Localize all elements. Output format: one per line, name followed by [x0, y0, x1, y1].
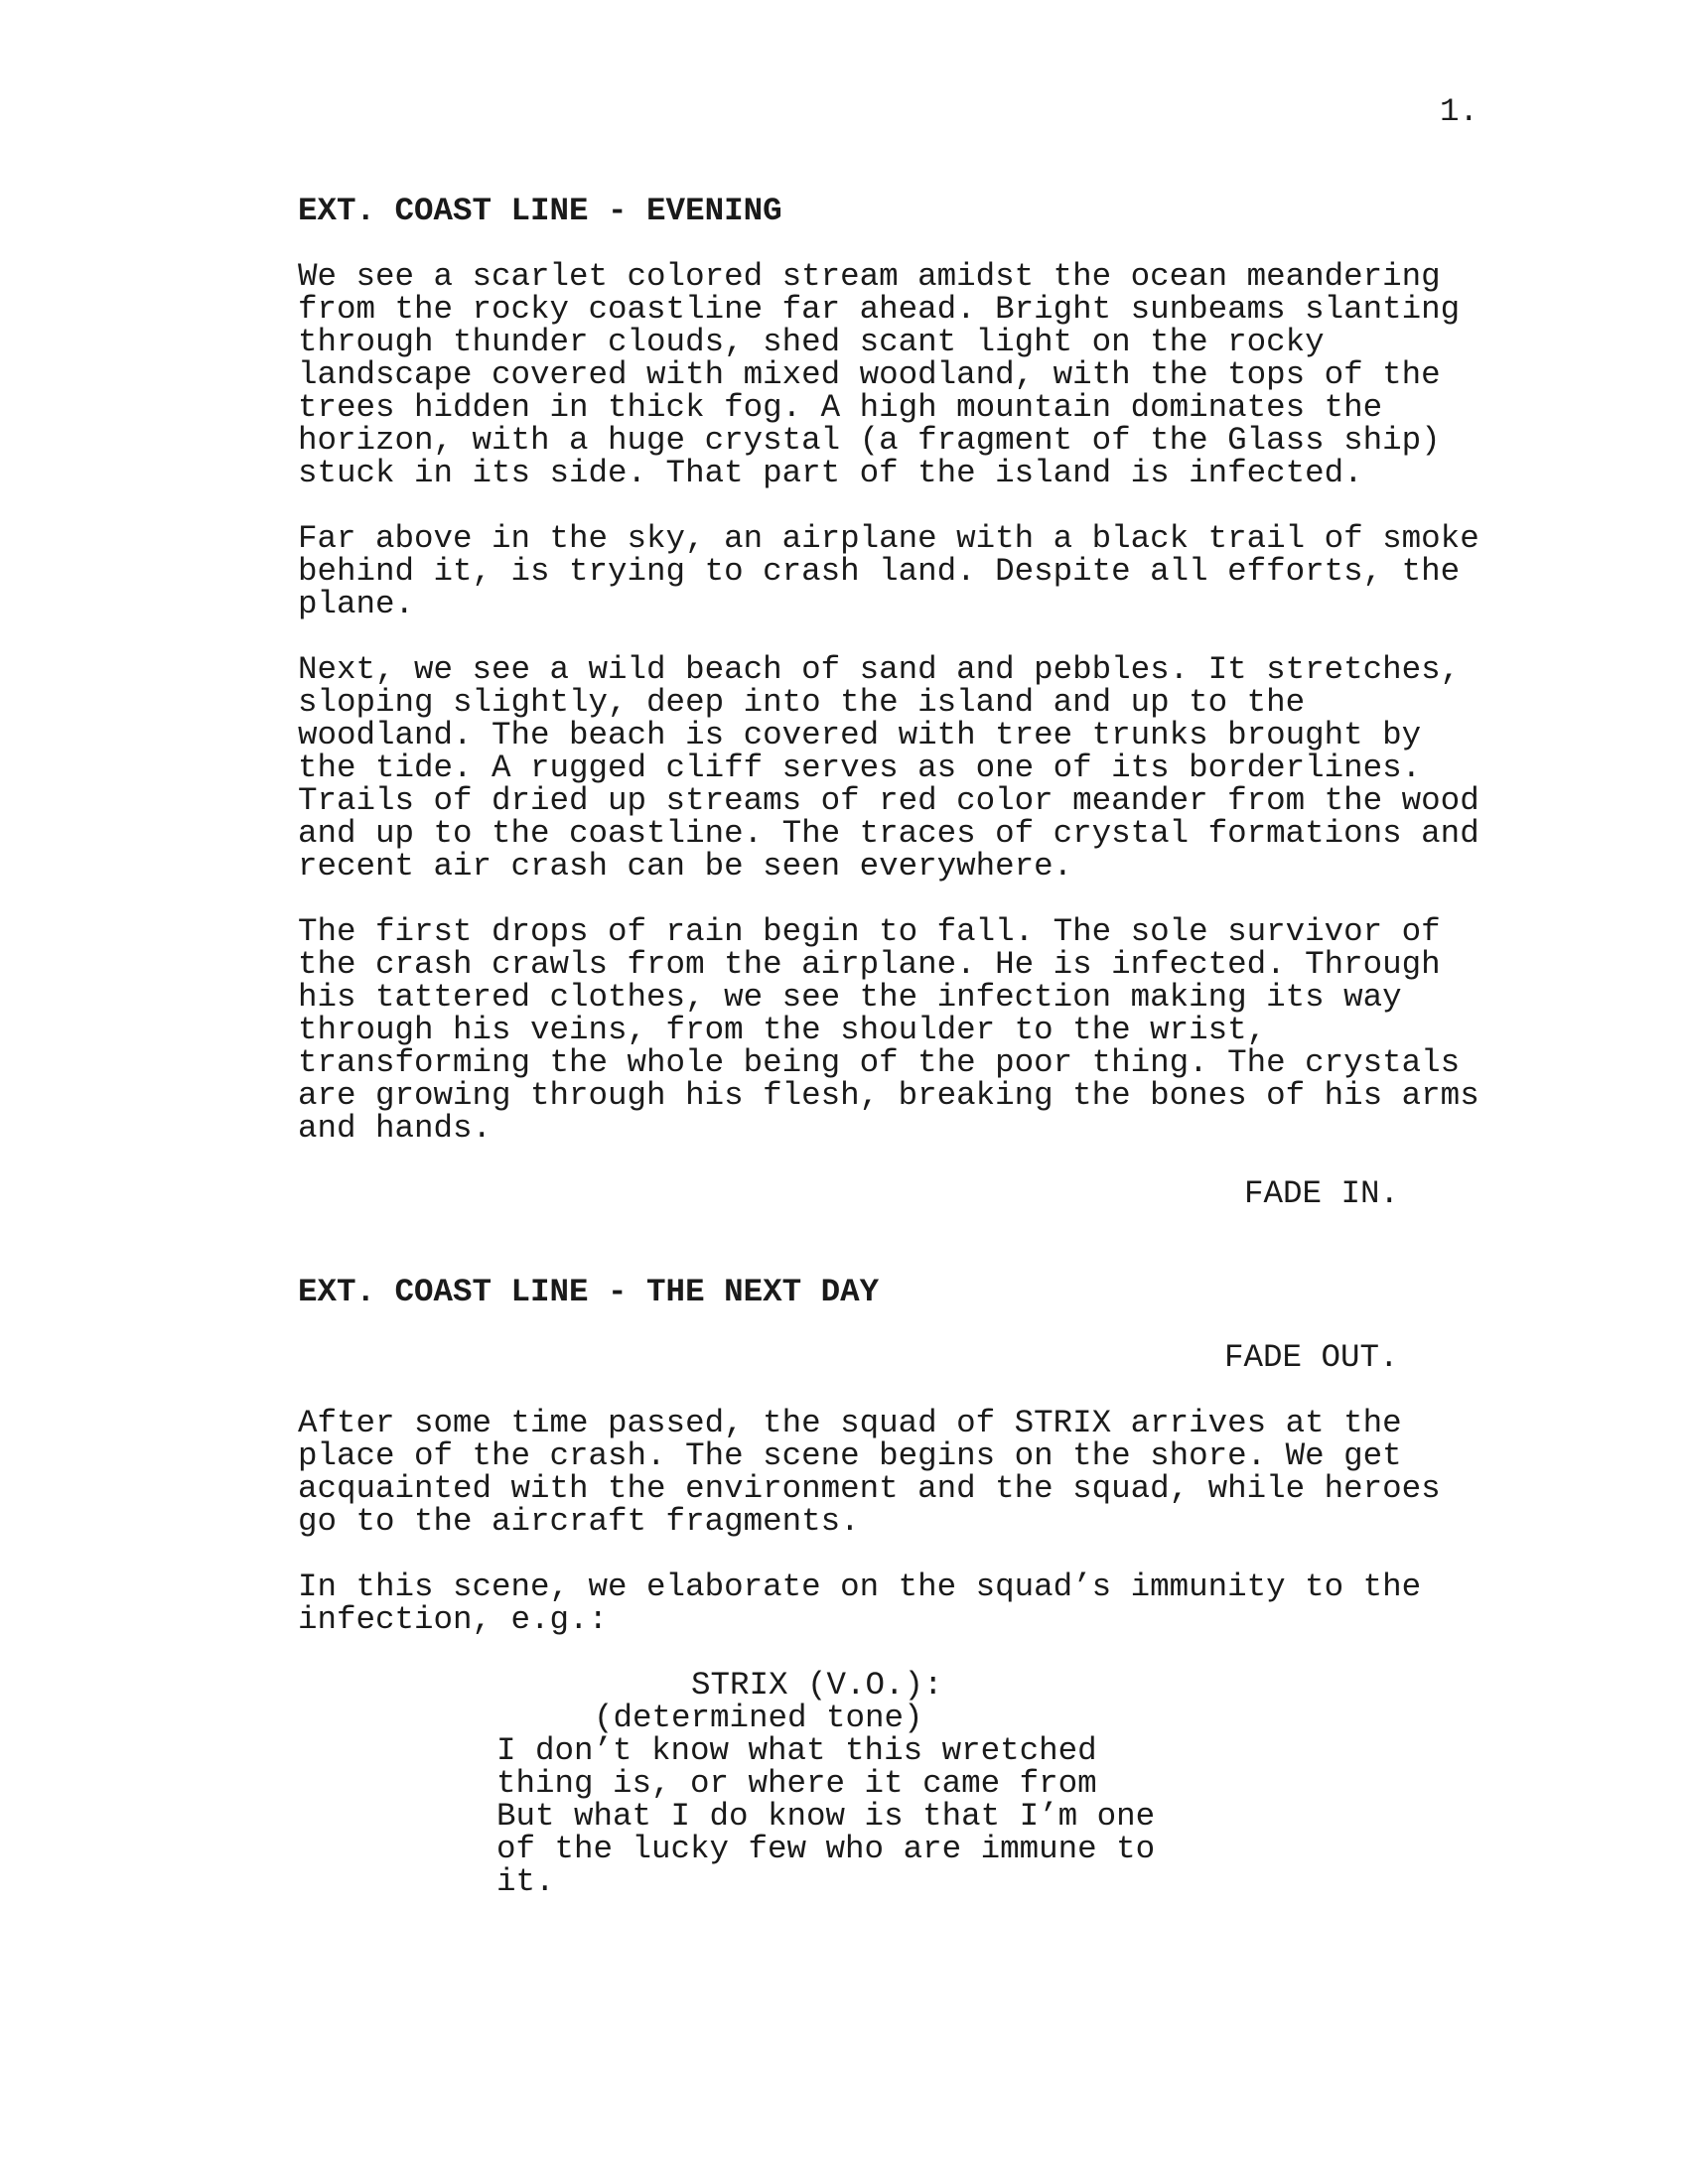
action-paragraph [298, 653, 1529, 883]
action-paragraph [298, 260, 1529, 489]
action-line: plane. [298, 586, 415, 622]
dialogue-line: I don’t know what this wretched [496, 1732, 1097, 1769]
action-line: sloping slightly, deep into the island and up to the [298, 684, 1306, 721]
action-line: recent air crash can be seen everywhere. [298, 848, 1073, 885]
action-line: behind it, is trying to crash land. Despite all efforts, the [298, 553, 1461, 590]
action-line: After some time passed, the squad of STRIX arrives at the [298, 1405, 1402, 1441]
action-line: go to the aircraft fragments. [298, 1503, 860, 1540]
action-line: transforming the whole being of the poor thing. The crystals [298, 1044, 1461, 1081]
action-line: horizon, with a huge crystal (a fragment of the Glass ship) [298, 422, 1441, 459]
action-line: acquainted with the environment and the squad, while heroes [298, 1470, 1441, 1507]
action-line: place of the crash. The scene begins on the shore. We get [298, 1437, 1402, 1474]
action-line: infection, e.g.: [298, 1601, 609, 1638]
action-line: and up to the coastline. The traces of crystal formations and [298, 815, 1479, 852]
action-paragraph [298, 915, 1529, 1145]
action-paragraph [298, 522, 1529, 620]
action-paragraph [298, 1407, 1529, 1538]
action-line: In this scene, we elaborate on the squad’s immunity to the [298, 1569, 1422, 1605]
transition-fade-out: FADE OUT. [1224, 1339, 1399, 1376]
action-line: landscape covered with mixed woodland, with the tops of the [298, 356, 1441, 393]
action-line: Next, we see a wild beach of sand and pebbles. It stretches, [298, 651, 1461, 688]
dialogue-character: STRIX (V.O.): [691, 1667, 943, 1704]
action-line: trees hidden in thick fog. A high mountain dominates the [298, 389, 1383, 426]
transition-fade-in: FADE IN. [1244, 1175, 1400, 1212]
action-line: The first drops of rain begin to fall. The sole survivor of [298, 913, 1441, 950]
scene-heading-2: EXT. COAST LINE - THE NEXT DAY [298, 1274, 880, 1310]
action-line: and hands. [298, 1110, 492, 1147]
dialogue-line: it. [496, 1863, 555, 1900]
action-line: from the rocky coastline far ahead. Bright sunbeams slanting [298, 291, 1461, 328]
scene-heading-1: EXT. COAST LINE - EVENING [298, 193, 782, 229]
action-line: Trails of dried up streams of red color meander from the wood [298, 782, 1479, 819]
action-line: We see a scarlet colored stream amidst the ocean meandering [298, 258, 1441, 295]
action-line: woodland. The beach is covered with tree trunks brought by [298, 717, 1422, 753]
dialogue-line: of the lucky few who are immune to [496, 1831, 1156, 1867]
action-line: through thunder clouds, shed scant light on the rocky [298, 324, 1325, 360]
dialogue-line: thing is, or where it came from [496, 1765, 1097, 1802]
dialogue-text [496, 1734, 1192, 1898]
action-line: the crash crawls from the airplane. He is infected. Through [298, 946, 1441, 983]
action-paragraph [298, 1570, 1529, 1636]
action-line: Far above in the sky, an airplane with a black trail of smoke [298, 520, 1479, 557]
dialogue-parenthetical: (determined tone) [594, 1700, 923, 1736]
action-line: his tattered clothes, we see the infection making its way [298, 979, 1402, 1016]
action-line: through his veins, from the shoulder to the wrist, [298, 1012, 1267, 1048]
action-line: stuck in its side. That part of the island is infected. [298, 455, 1363, 491]
page-number: 1. [1440, 93, 1479, 130]
dialogue-line: But what I do know is that I’m one [496, 1798, 1156, 1835]
action-line: are growing through his flesh, breaking the bones of his arms [298, 1077, 1479, 1114]
action-line: the tide. A rugged cliff serves as one of its borderlines. [298, 750, 1422, 786]
